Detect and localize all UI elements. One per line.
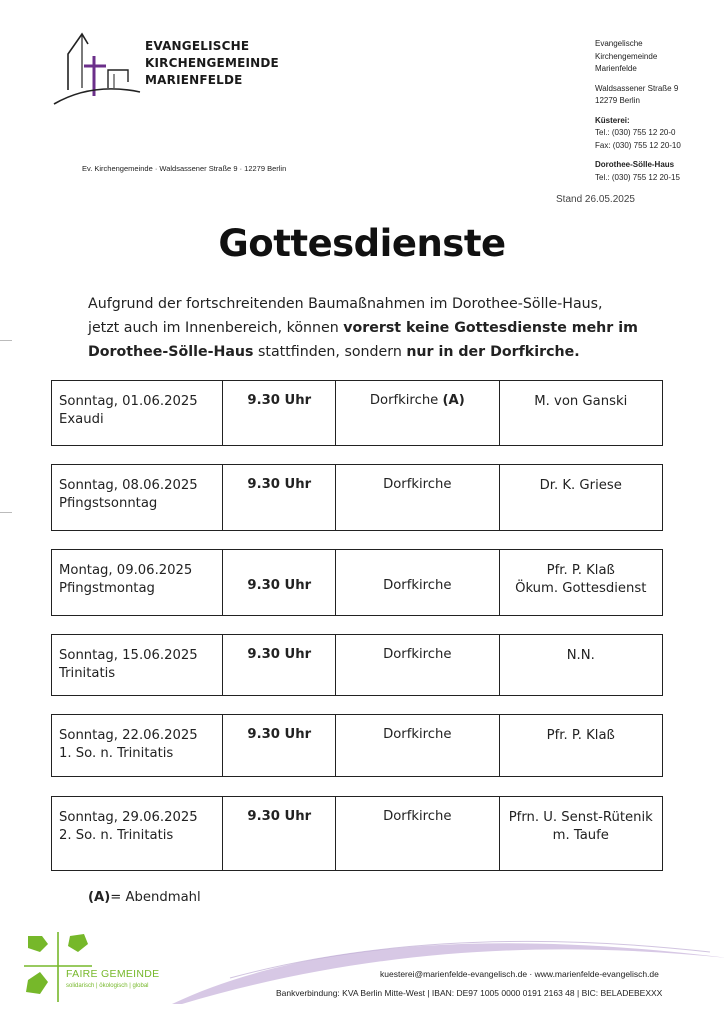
service-date-cell xyxy=(52,635,223,695)
church-name xyxy=(145,38,279,89)
intro-emphasis: vorerst keine Gottesdienste mehr im xyxy=(343,320,638,336)
service-time: 9.30 Uhr xyxy=(223,465,336,530)
contact-street: Waldsassener Straße 9 xyxy=(595,83,679,93)
service-date: Sonntag, 15.06.2025 xyxy=(59,648,198,663)
intro-text: jetzt auch im Innenbereich, können xyxy=(88,320,344,336)
service-person: N.N. xyxy=(566,648,595,663)
service-row xyxy=(51,634,663,696)
stand-date: Stand 26.05.2025 xyxy=(556,194,635,205)
service-occasion: Pfingstmontag xyxy=(59,581,155,596)
service-person-cell xyxy=(500,797,662,870)
service-row xyxy=(51,549,663,616)
church-name-line: EVANGELISCHE xyxy=(145,39,250,53)
footer-bank: Bankverbindung: KVA Berlin Mitte-West | IBAN: DE97 1005 0000 0191 2163 48 | BIC: BELADEBEXXX xyxy=(276,988,663,998)
intro-emphasis: Dorothee-Sölle-Haus xyxy=(88,344,254,360)
fair-subtitle: solidarisch | ökologisch | global xyxy=(66,983,149,989)
house-label: Dorothee-Sölle-Haus xyxy=(595,160,675,169)
location-mark: (A) xyxy=(442,393,465,408)
intro-text: stattfinden, sondern xyxy=(253,344,407,360)
footer-contact: kuesterei@marienfelde-evangelisch.de · www.marienfelde-evangelisch.de xyxy=(380,969,659,979)
intro-line: Aufgrund der fortschreitenden Baumaßnahmen im Dorothee-Sölle-Haus, xyxy=(88,296,603,312)
office-fax: Fax: (030) 755 12 20-10 xyxy=(595,140,681,150)
service-person: Pfr. P. Klaß xyxy=(546,563,615,578)
service-occasion: 1. So. n. Trinitatis xyxy=(59,746,174,761)
service-person-cell xyxy=(500,381,662,445)
service-date-cell xyxy=(52,797,223,870)
service-person: Dr. K. Griese xyxy=(539,478,622,493)
service-location: Dorfkirche xyxy=(336,465,499,530)
service-location: Dorfkirche xyxy=(336,550,499,615)
legend-note xyxy=(88,890,201,905)
legend-mark: (A) xyxy=(88,890,111,905)
service-occasion: Exaudi xyxy=(59,412,104,427)
church-name-line: KIRCHENGEMEINDE xyxy=(145,56,279,70)
service-occasion: Pfingstsonntag xyxy=(59,496,158,511)
contact-block xyxy=(595,38,681,191)
intro-paragraph xyxy=(88,292,648,364)
service-row xyxy=(51,796,663,871)
intro-emphasis: nur in der Dorfkirche. xyxy=(406,344,580,360)
service-date-cell xyxy=(52,715,223,776)
service-time: 9.30 Uhr xyxy=(223,797,336,870)
service-date: Montag, 09.06.2025 xyxy=(59,563,193,578)
contact-name-line: Evangelische xyxy=(595,39,643,48)
intro-line xyxy=(88,316,648,340)
service-person-note: m. Taufe xyxy=(552,828,609,843)
contact-name-line: Marienfelde xyxy=(595,64,637,73)
contact-name-line: Kirchengemeinde xyxy=(595,51,658,61)
faire-gemeinde-hands-icon xyxy=(22,930,102,1004)
service-person-cell xyxy=(500,465,662,530)
intro-line xyxy=(88,340,648,364)
service-person-note: Ökum. Gottesdienst xyxy=(515,581,647,596)
service-location: Dorfkirche xyxy=(336,715,499,776)
service-date: Sonntag, 08.06.2025 xyxy=(59,478,198,493)
service-location: Dorfkirche xyxy=(336,797,499,870)
service-time: 9.30 Uhr xyxy=(223,715,336,776)
service-location: Dorfkirche xyxy=(336,635,499,695)
office-label: Küsterei: xyxy=(595,115,630,125)
service-date-cell xyxy=(52,465,223,530)
service-time: 9.30 Uhr xyxy=(223,381,336,445)
page-title: Gottesdienste xyxy=(218,222,506,265)
service-location xyxy=(336,381,499,445)
fair-title: FAIRE GEMEINDE xyxy=(66,968,160,980)
contact-city: 12279 Berlin xyxy=(595,96,640,105)
church-name-line: MARIENFELDE xyxy=(145,73,243,87)
location-text: Dorfkirche xyxy=(369,393,439,408)
service-date: Sonntag, 22.06.2025 xyxy=(59,728,198,743)
service-time: 9.30 Uhr xyxy=(223,550,336,615)
service-person: Pfrn. U. Senst-Rütenik xyxy=(508,810,653,825)
service-person-cell xyxy=(500,635,662,695)
house-phone: Tel.: (030) 755 12 20-15 xyxy=(595,172,680,182)
sender-address-line: Ev. Kirchengemeinde · Waldsassener Straße 9 · 12279 Berlin xyxy=(82,164,287,173)
church-logo-icon xyxy=(52,30,142,106)
service-row xyxy=(51,464,663,531)
service-person: Pfr. P. Klaß xyxy=(546,728,615,743)
service-occasion: Trinitatis xyxy=(59,666,116,681)
office-phone: Tel.: (030) 755 12 20-0 xyxy=(595,128,676,137)
service-person: M. von Ganski xyxy=(534,394,628,409)
margin-mark xyxy=(0,512,12,513)
service-row xyxy=(51,714,663,777)
legend-text: = Abendmahl xyxy=(110,890,201,905)
service-date-cell xyxy=(52,550,223,615)
service-time: 9.30 Uhr xyxy=(223,635,336,695)
service-date: Sonntag, 01.06.2025 xyxy=(59,394,198,409)
service-person-cell xyxy=(500,715,662,776)
service-occasion: 2. So. n. Trinitatis xyxy=(59,828,174,843)
service-date: Sonntag, 29.06.2025 xyxy=(59,810,198,825)
service-date-cell xyxy=(52,381,223,445)
margin-mark xyxy=(0,340,12,341)
service-row xyxy=(51,380,663,446)
service-person-cell xyxy=(500,550,662,615)
